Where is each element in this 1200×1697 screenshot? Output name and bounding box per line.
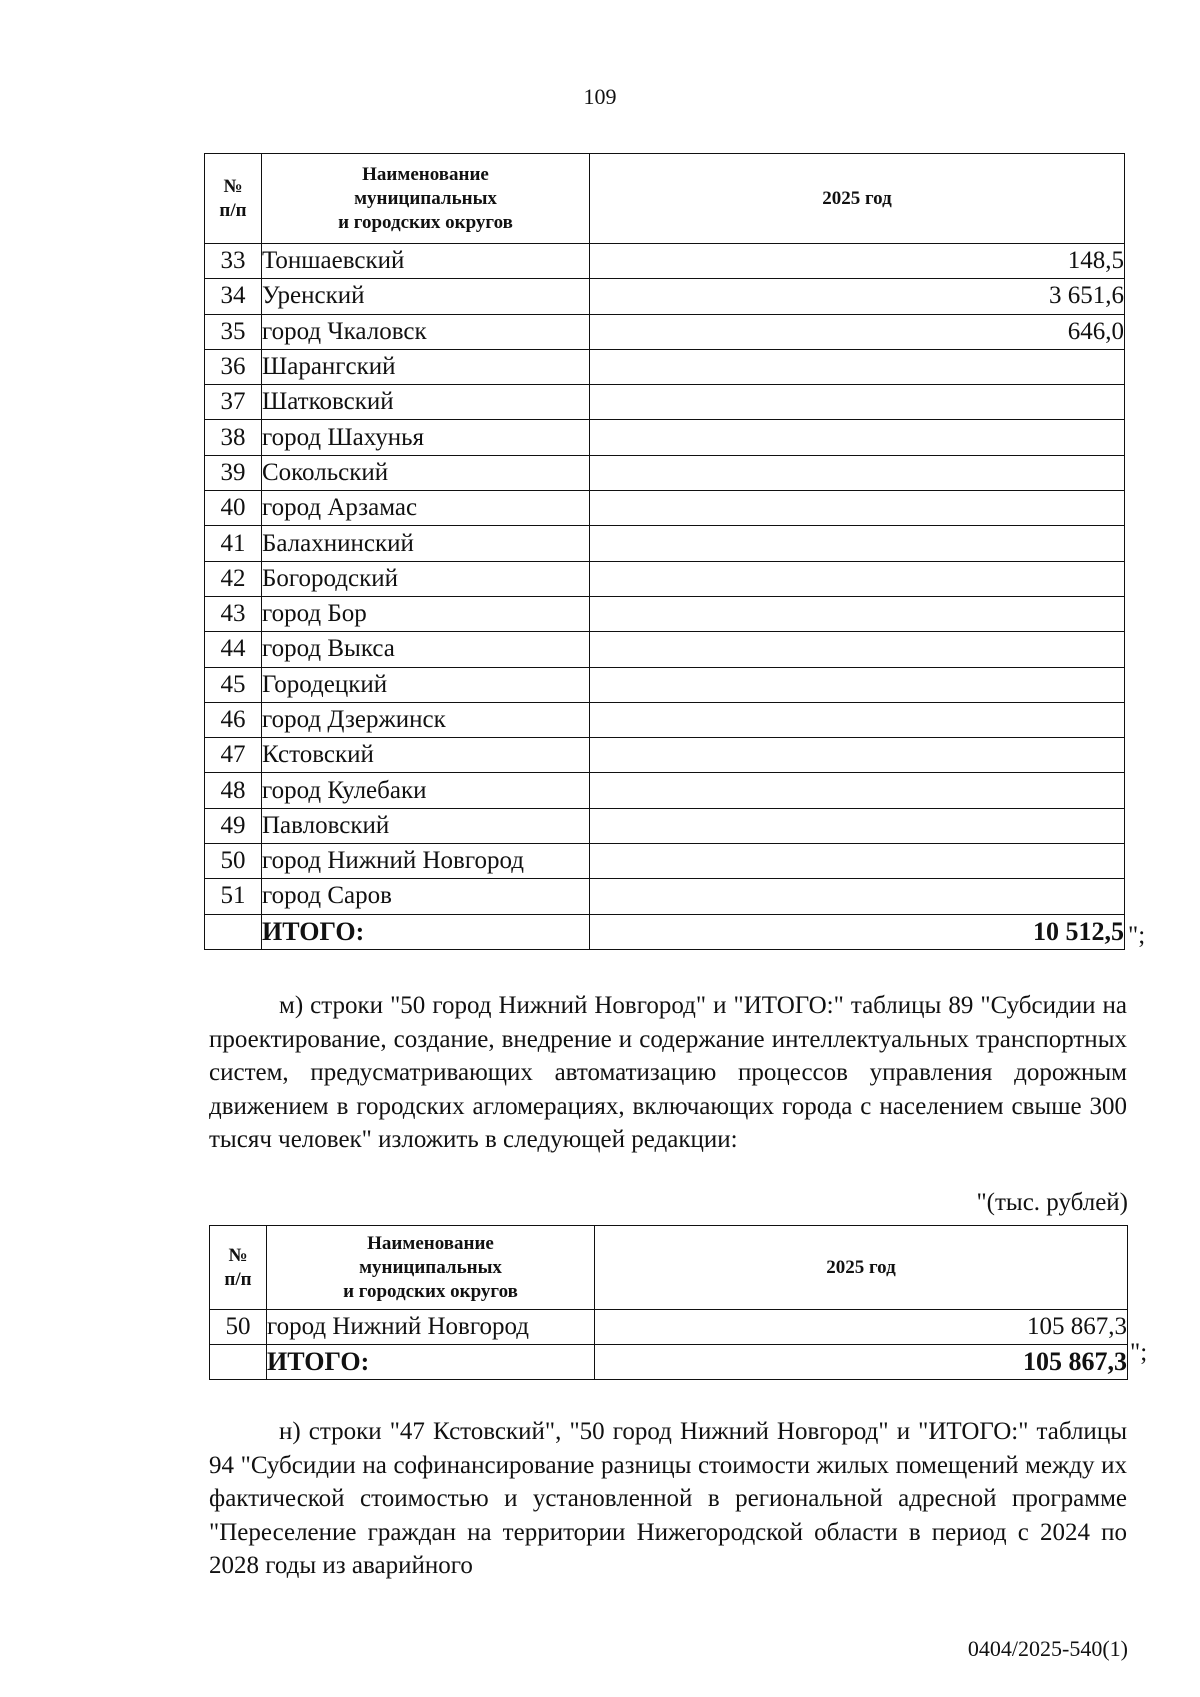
table-row: [210, 1310, 1128, 1345]
municipality-name: Павловский: [262, 808, 590, 843]
amount-2025: [590, 667, 1125, 702]
amount-2025: [590, 844, 1125, 879]
municipality-name: Шарангский: [262, 349, 590, 384]
header-name: [267, 1226, 595, 1310]
total-num-cell: [210, 1345, 267, 1380]
municipality-name: город Нижний Новгород: [267, 1310, 595, 1345]
municipality-name: Богородский: [262, 561, 590, 596]
amount-2025: [590, 455, 1125, 490]
amount-2025: 105 867,3: [595, 1310, 1128, 1345]
municipality-name: город Арзамас: [262, 491, 590, 526]
subsidy-table-continuation: [204, 153, 1125, 950]
row-number: 44: [205, 632, 262, 667]
amount-2025: [590, 526, 1125, 561]
total-row: [205, 914, 1125, 949]
total-row: [210, 1345, 1128, 1380]
row-number: 45: [205, 667, 262, 702]
amount-2025: [590, 879, 1125, 914]
amount-2025: [590, 738, 1125, 773]
row-number: 41: [205, 526, 262, 561]
header-num-line: №: [228, 1244, 248, 1266]
table-row: [205, 667, 1125, 702]
total-value: 10 512,5: [590, 914, 1125, 949]
table-row: [205, 455, 1125, 490]
municipality-name: город Нижний Новгород: [262, 844, 590, 879]
header-num-line: п/п: [219, 199, 247, 221]
municipality-name: город Выкса: [262, 632, 590, 667]
total-label: ИТОГО:: [267, 1345, 595, 1380]
row-number: 51: [205, 879, 262, 914]
document-code: 0404/2025-540(1): [967, 1636, 1128, 1661]
amount-2025: [590, 632, 1125, 667]
row-number: 39: [205, 455, 262, 490]
amount-2025: [590, 420, 1125, 455]
paragraph-m: [209, 989, 1127, 1157]
table-header-row: [210, 1226, 1128, 1310]
municipality-name: Сокольский: [262, 455, 590, 490]
header-num-line: п/п: [224, 1268, 252, 1290]
row-number: 50: [210, 1310, 267, 1345]
header-name-line: и городских округов: [343, 1280, 518, 1302]
municipality-name: город Дзержинск: [262, 702, 590, 737]
subsidy-table-89: [209, 1225, 1128, 1380]
table-row: [205, 314, 1125, 349]
amount-2025: [590, 773, 1125, 808]
table-row: [205, 632, 1125, 667]
table2-closing-quote: ";: [1130, 1339, 1148, 1366]
amount-2025: [590, 491, 1125, 526]
row-number: 37: [205, 385, 262, 420]
table-row: [205, 420, 1125, 455]
page-number: 109: [583, 84, 617, 109]
table-row: [205, 596, 1125, 631]
row-number: 43: [205, 596, 262, 631]
municipality-name: Кстовский: [262, 738, 590, 773]
row-number: 34: [205, 279, 262, 314]
table-row: [205, 349, 1125, 384]
table-header-row: [205, 154, 1125, 244]
table-row: [205, 244, 1125, 279]
header-num: [205, 154, 262, 244]
row-number: 36: [205, 349, 262, 384]
municipality-name: Уренский: [262, 279, 590, 314]
municipality-name: Городецкий: [262, 667, 590, 702]
table-row: [205, 561, 1125, 596]
municipality-name: город Бор: [262, 596, 590, 631]
table-row: [205, 491, 1125, 526]
table-row: [205, 808, 1125, 843]
municipality-name: Тоншаевский: [262, 244, 590, 279]
header-num-line: №: [223, 175, 243, 197]
table1-closing-quote: ";: [1128, 922, 1146, 949]
total-num-cell: [205, 914, 262, 949]
header-name-line: Наименование: [367, 1232, 494, 1254]
table-row: [205, 773, 1125, 808]
row-number: 33: [205, 244, 262, 279]
table-row: [205, 385, 1125, 420]
amount-2025: 646,0: [590, 314, 1125, 349]
paragraph-n: [209, 1415, 1127, 1583]
unit-note: "(тыс. рублей): [976, 1189, 1128, 1216]
table-row: [205, 279, 1125, 314]
amount-2025: [590, 385, 1125, 420]
row-number: 38: [205, 420, 262, 455]
amount-2025: [590, 702, 1125, 737]
table-row: [205, 879, 1125, 914]
total-value: 105 867,3: [595, 1345, 1128, 1380]
header-num: [210, 1226, 267, 1310]
municipality-name: город Саров: [262, 879, 590, 914]
amount-2025: 3 651,6: [590, 279, 1125, 314]
table-row: [205, 526, 1125, 561]
table-row: [205, 738, 1125, 773]
header-year: 2025 год: [595, 1226, 1128, 1310]
row-number: 47: [205, 738, 262, 773]
municipality-name: город Чкаловск: [262, 314, 590, 349]
municipality-name: город Кулебаки: [262, 773, 590, 808]
amount-2025: [590, 561, 1125, 596]
header-year: 2025 год: [590, 154, 1125, 244]
amount-2025: [590, 596, 1125, 631]
header-name: [262, 154, 590, 244]
table-row: [205, 702, 1125, 737]
row-number: 35: [205, 314, 262, 349]
amount-2025: [590, 349, 1125, 384]
municipality-name: Балахнинский: [262, 526, 590, 561]
header-name-line: муниципальных: [354, 187, 497, 209]
row-number: 46: [205, 702, 262, 737]
paragraph-m-text: м) строки "50 город Нижний Новгород" и "ИТОГО:" таблицы 89 "Субсидии на проектирование, создание, внедрение и содержание интеллектуальных транспортных систем, предусматривающих автоматизацию процессов управления дорожным движением в городских агломерациях, включающих города с населением свыше 300 тысяч человек" изложить в следующей редакции:: [209, 992, 1127, 1153]
row-number: 42: [205, 561, 262, 596]
row-number: 48: [205, 773, 262, 808]
paragraph-n-text: н) строки "47 Кстовский", "50 город Нижний Новгород" и "ИТОГО:" таблицы 94 "Субсидии на софинансирование разницы стоимости жилых помещений между их фактической стоимостью и установленной в региональной адресной программе "Переселение граждан на территории Нижегородской области в период с 2024 по 2028 годы из аварийного: [209, 1418, 1127, 1579]
amount-2025: 148,5: [590, 244, 1125, 279]
header-name-line: муниципальных: [359, 1256, 502, 1278]
municipality-name: город Шахунья: [262, 420, 590, 455]
table-row: [205, 844, 1125, 879]
municipality-name: Шатковский: [262, 385, 590, 420]
amount-2025: [590, 808, 1125, 843]
row-number: 50: [205, 844, 262, 879]
row-number: 49: [205, 808, 262, 843]
total-label: ИТОГО:: [262, 914, 590, 949]
header-name-line: Наименование: [362, 163, 489, 185]
header-name-line: и городских округов: [338, 211, 513, 233]
row-number: 40: [205, 491, 262, 526]
